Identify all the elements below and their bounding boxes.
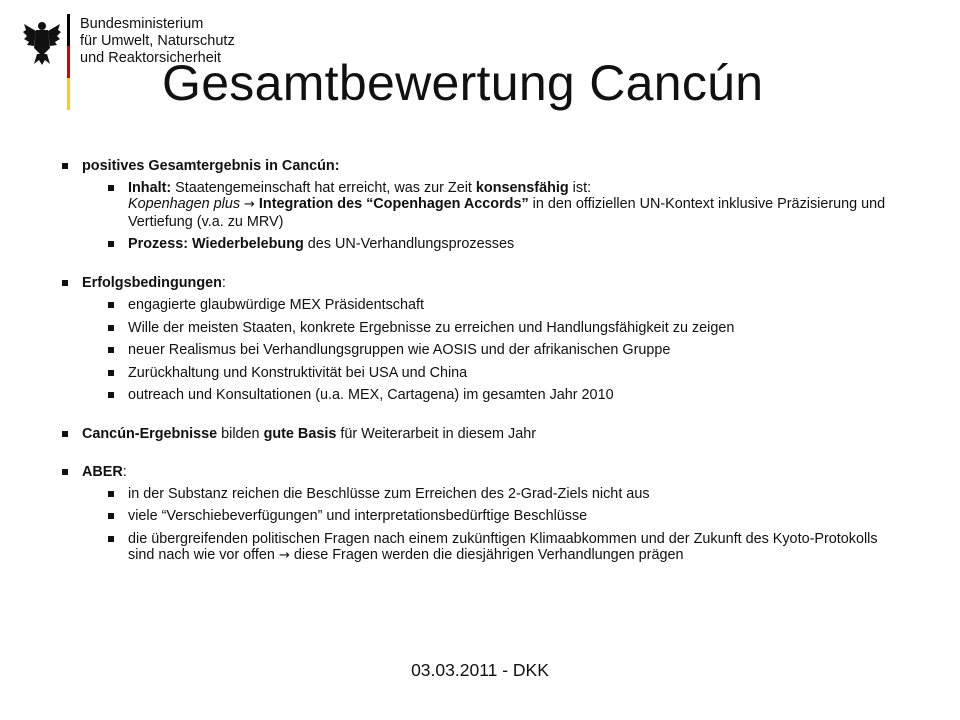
list-item-text: Zurückhaltung und Konstruktivität bei USA und China — [128, 364, 468, 381]
square-bullet-icon — [62, 469, 68, 475]
list-item-text: die übergreifenden politischen Fragen nach einem zukünftigen Klimaabkommen und der Zukunft des Kyoto-Protokolls sind nach wie vor offen — [128, 530, 878, 563]
list-item — [60, 531, 890, 565]
list-item-text: in der Substanz reichen die Beschlüsse zum Erreichen des 2-Grad-Ziels nicht aus — [128, 485, 650, 502]
list-item — [60, 297, 890, 314]
bullet-gesamtergebnis — [60, 158, 890, 175]
bullet-aber — [60, 464, 890, 481]
list-item-text: engagierte glaubwürdige MEX Präsidentschaft — [128, 297, 424, 313]
square-bullet-icon — [62, 280, 68, 286]
erfolgsbedingungen-label: Erfolgsbedingungen — [82, 274, 222, 291]
inhalt-text-2: ist: — [568, 179, 592, 196]
flag-stripe-black — [67, 14, 70, 46]
inhalt-integration: Integration des “Copenhagen Accords” — [254, 196, 529, 212]
list-item — [60, 508, 890, 525]
square-bullet-icon — [108, 513, 114, 519]
list-item — [60, 342, 890, 359]
aber-colon: : — [122, 464, 127, 480]
cancun-ergebnisse-label: Cancún-Ergebnisse — [82, 425, 218, 442]
ministry-line-3: und Reaktorsicherheit — [80, 50, 222, 66]
prozess-label: Prozess: Wiederbelebung — [128, 236, 304, 252]
federal-eagle-icon — [22, 18, 62, 66]
aber-label: ABER — [82, 464, 123, 480]
square-bullet-icon — [62, 163, 68, 169]
inhalt-text-3: in den offiziellen UN-Kontext inklusive Präzisierung und Vertiefung (v.a. zu MRV) — [128, 196, 886, 230]
flag-bar — [67, 14, 70, 110]
bullet-erfolgsbedingungen — [60, 275, 890, 292]
list-item-text: outreach und Konsultationen (u.a. MEX, Cartagena) im gesamten Jahr 2010 — [128, 387, 614, 403]
inhalt-label: Inhalt: — [128, 179, 172, 196]
square-bullet-icon — [108, 392, 114, 398]
arrow-right-icon: → — [278, 548, 290, 563]
square-bullet-icon — [108, 185, 114, 191]
bullet-text: positives Gesamtergebnis in Cancún: — [82, 158, 340, 174]
prozess-text: des UN-Verhandlungsprozesses — [303, 236, 515, 252]
square-bullet-icon — [108, 347, 114, 353]
slide-body — [60, 158, 890, 565]
square-bullet-icon — [108, 302, 114, 308]
list-item — [60, 387, 890, 404]
list-item-text: viele “Verschiebeverfügungen” und interpretationsbedürftige Beschlüsse — [128, 508, 588, 524]
arrow-right-icon: → — [244, 197, 255, 212]
cancun-text-1: bilden — [217, 425, 264, 442]
bullet-inhalt — [60, 180, 890, 231]
square-bullet-icon — [62, 431, 68, 437]
slide-footer: 03.03.2011 - DKK — [411, 660, 549, 680]
flag-stripe-red — [67, 46, 70, 78]
ministry-line-1: Bundesministerium — [80, 16, 204, 32]
inhalt-text-1: Staatengemeinschaft hat erreicht, was zur Zeit — [171, 179, 476, 196]
inhalt-kopenhagen-plus: Kopenhagen plus — [128, 196, 241, 212]
list-item-text-2: diese Fragen werden die diesjährigen Verhandlungen prägen — [289, 547, 684, 563]
list-item — [60, 320, 890, 337]
ministry-line-2: für Umwelt, Naturschutz — [80, 33, 235, 49]
cancun-text-2: für Weiterarbeit in diesem Jahr — [336, 425, 537, 442]
square-bullet-icon — [108, 370, 114, 376]
square-bullet-icon — [108, 491, 114, 497]
list-item-text: neuer Realismus bei Verhandlungsgruppen wie AOSIS und der afrikanischen Gruppe — [128, 342, 671, 358]
square-bullet-icon — [108, 241, 114, 247]
slide-title: Gesamtbewertung Cancún — [162, 55, 764, 111]
inhalt-konsensfaehig: konsensfähig — [475, 179, 569, 196]
cancun-gute-basis: gute Basis — [263, 425, 337, 442]
list-item — [60, 365, 890, 382]
bullet-prozess — [60, 236, 890, 253]
bullet-cancun-ergebnisse — [60, 426, 890, 443]
erfolgsbedingungen-colon: : — [221, 274, 226, 291]
list-item — [60, 486, 890, 503]
flag-stripe-gold — [67, 78, 70, 110]
list-item-text: Wille der meisten Staaten, konkrete Ergebnisse zu erreichen und Handlungsfähigkeit zu zeigen — [128, 319, 735, 336]
square-bullet-icon — [108, 325, 114, 331]
square-bullet-icon — [108, 536, 114, 542]
